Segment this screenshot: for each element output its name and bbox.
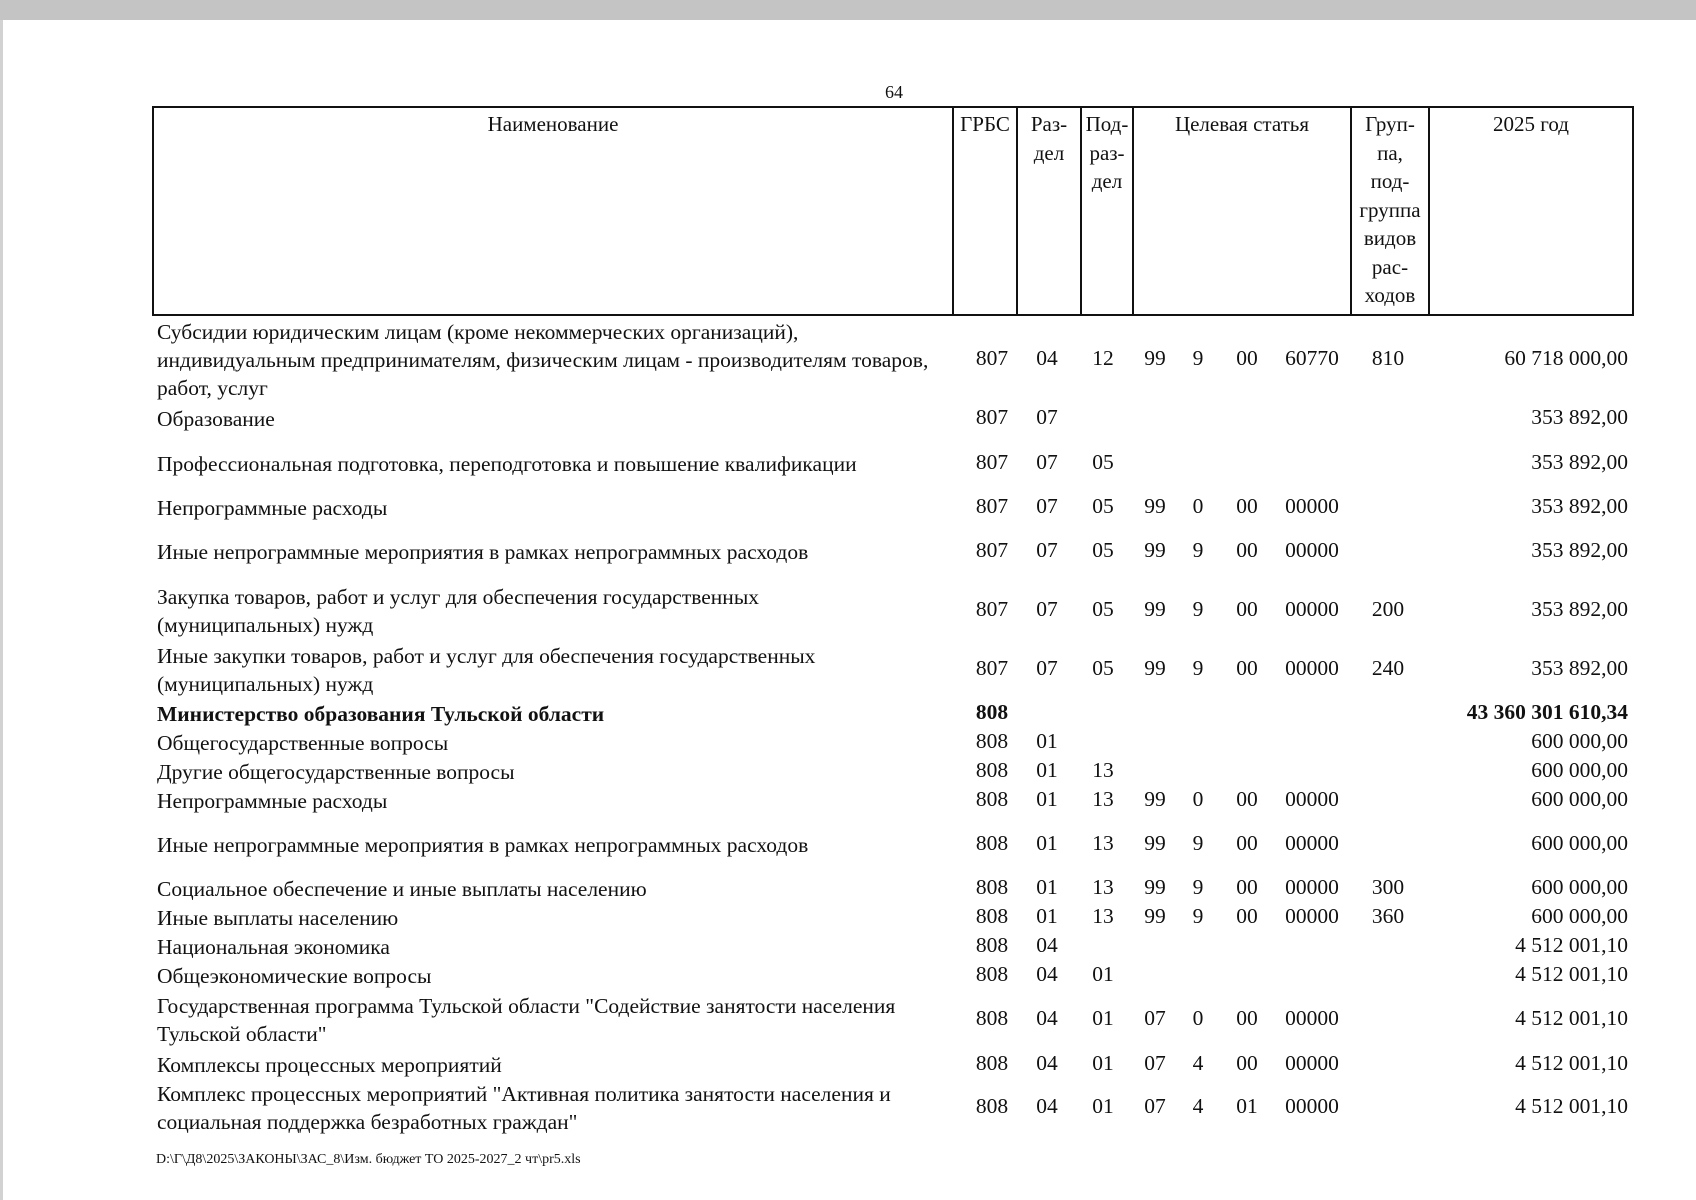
- header-podrazdel: Под- раз- дел: [1081, 107, 1133, 315]
- row-cs-type: 9: [1192, 904, 1204, 928]
- row-cs-main: 00: [1236, 494, 1258, 518]
- row-razdel: 01: [1036, 729, 1058, 753]
- row-vr: 360: [1371, 904, 1405, 928]
- row-cs-type: 0: [1192, 1006, 1204, 1030]
- row-razdel: 07: [1036, 656, 1058, 680]
- row-cs-direction: 00000: [1285, 831, 1339, 855]
- row-podrazdel: 13: [1092, 831, 1114, 855]
- row-amount: 4 512 001,10: [1515, 1051, 1628, 1075]
- row-cs-type: 4: [1192, 1094, 1204, 1118]
- row-cs-type: 9: [1192, 875, 1204, 899]
- row-razdel: 01: [1036, 787, 1058, 811]
- row-cs-direction: 00000: [1285, 1094, 1339, 1118]
- row-amount: 600 000,00: [1531, 831, 1628, 855]
- row-cs-program: 99: [1144, 831, 1166, 855]
- row-grbs: 808: [975, 700, 1009, 724]
- row-cs-direction: 00000: [1285, 597, 1339, 621]
- row-cs-main: 00: [1236, 597, 1258, 621]
- row-podrazdel: 01: [1092, 962, 1114, 986]
- row-grbs: 807: [975, 405, 1009, 429]
- row-grbs: 808: [975, 758, 1009, 782]
- row-podrazdel: 13: [1092, 787, 1114, 811]
- row-amount: 353 892,00: [1531, 405, 1628, 429]
- row-name: Комплексы процессных мероприятий: [157, 1053, 502, 1077]
- row-cs-main: 00: [1236, 656, 1258, 680]
- row-razdel: 01: [1036, 875, 1058, 899]
- row-cs-type: 0: [1192, 787, 1204, 811]
- row-name: Общегосударственные вопросы: [157, 731, 449, 755]
- row-amount: 600 000,00: [1531, 787, 1628, 811]
- row-grbs: 808: [975, 904, 1009, 928]
- row-name: Социальное обеспечение и иные выплаты населению: [157, 877, 647, 901]
- row-cs-type: 0: [1192, 494, 1204, 518]
- row-name: Иные непрограммные мероприятия в рамках непрограммных расходов: [157, 833, 809, 857]
- row-vr: 240: [1371, 656, 1405, 680]
- row-cs-main: 00: [1236, 787, 1258, 811]
- row-razdel: 04: [1036, 933, 1058, 957]
- file-path-footer: D:\Г\Д8\2025\ЗАКОНЫ\ЗАС_8\Изм. бюджет ТО 2025-2027_2 чт\pr5.xls: [156, 1152, 581, 1167]
- header-year: 2025 год: [1429, 107, 1633, 315]
- row-cs-type: 9: [1192, 597, 1204, 621]
- row-amount: 353 892,00: [1531, 450, 1628, 474]
- row-razdel: 04: [1036, 1051, 1058, 1075]
- row-amount: 4 512 001,10: [1515, 1006, 1628, 1030]
- row-cs-direction: 00000: [1285, 538, 1339, 562]
- row-podrazdel: 01: [1092, 1094, 1114, 1118]
- row-podrazdel: 13: [1092, 875, 1114, 899]
- row-cs-direction: 00000: [1285, 904, 1339, 928]
- row-cs-program: 99: [1144, 597, 1166, 621]
- row-amount: 353 892,00: [1531, 538, 1628, 562]
- row-name: Профессиональная подготовка, переподготовка и повышение квалификации: [157, 452, 857, 476]
- row-cs-program: 07: [1144, 1051, 1166, 1075]
- row-amount: 600 000,00: [1531, 875, 1628, 899]
- row-amount: 353 892,00: [1531, 597, 1628, 621]
- row-cs-program: 07: [1144, 1006, 1166, 1030]
- header-razdel: Раз- дел: [1017, 107, 1081, 315]
- row-cs-main: 00: [1236, 346, 1258, 370]
- row-name: Иные закупки товаров, работ и услуг для обеспечения государственных (муниципальных) нужд: [157, 644, 816, 696]
- row-grbs: 808: [975, 831, 1009, 855]
- row-razdel: 04: [1036, 346, 1058, 370]
- row-name: Общеэкономические вопросы: [157, 964, 432, 988]
- row-podrazdel: 01: [1092, 1051, 1114, 1075]
- row-name: Комплекс процессных мероприятий "Активная политика занятости населения и социальная поддержка безработных граждан": [157, 1082, 891, 1134]
- row-grbs: 807: [975, 656, 1009, 680]
- row-cs-main: 00: [1236, 904, 1258, 928]
- row-vr: 300: [1371, 875, 1405, 899]
- row-amount: 4 512 001,10: [1515, 933, 1628, 957]
- row-razdel: 01: [1036, 904, 1058, 928]
- page-number: 64: [885, 82, 903, 102]
- row-cs-direction: 00000: [1285, 787, 1339, 811]
- header-grbs: ГРБС: [953, 107, 1017, 315]
- row-name: Национальная экономика: [157, 935, 390, 959]
- row-razdel: 04: [1036, 1006, 1058, 1030]
- row-grbs: 807: [975, 450, 1009, 474]
- header-name: Наименование: [153, 107, 953, 315]
- row-razdel: 04: [1036, 1094, 1058, 1118]
- row-cs-direction: 00000: [1285, 875, 1339, 899]
- row-amount: 353 892,00: [1531, 656, 1628, 680]
- row-cs-direction: 00000: [1285, 1006, 1339, 1030]
- row-grbs: 808: [975, 933, 1009, 957]
- row-name: Государственная программа Тульской области "Содействие занятости населения Тульской области": [157, 994, 896, 1046]
- row-grbs: 807: [975, 346, 1009, 370]
- row-razdel: 07: [1036, 597, 1058, 621]
- row-cs-program: 07: [1144, 1094, 1166, 1118]
- row-cs-type: 9: [1192, 656, 1204, 680]
- row-podrazdel: 05: [1092, 656, 1114, 680]
- row-podrazdel: 13: [1092, 758, 1114, 782]
- row-name: Непрограммные расходы: [157, 496, 388, 520]
- row-podrazdel: 13: [1092, 904, 1114, 928]
- row-cs-program: 99: [1144, 494, 1166, 518]
- row-cs-main: 01: [1236, 1094, 1258, 1118]
- row-grbs: 807: [975, 538, 1009, 562]
- row-name: Иные выплаты населению: [157, 906, 399, 930]
- row-cs-program: 99: [1144, 787, 1166, 811]
- row-name: Закупка товаров, работ и услуг для обеспечения государственных (муниципальных) нужд: [157, 585, 760, 637]
- row-vr: 200: [1371, 597, 1405, 621]
- row-razdel: 01: [1036, 831, 1058, 855]
- row-cs-type: 4: [1192, 1051, 1204, 1075]
- row-amount: 43 360 301 610,34: [1466, 700, 1628, 724]
- row-grbs: 808: [975, 1094, 1009, 1118]
- row-grbs: 807: [975, 494, 1009, 518]
- row-cs-main: 00: [1236, 538, 1258, 562]
- row-grbs: 808: [975, 875, 1009, 899]
- row-amount: 600 000,00: [1531, 758, 1628, 782]
- row-cs-program: 99: [1144, 656, 1166, 680]
- row-cs-type: 9: [1192, 831, 1204, 855]
- row-cs-type: 9: [1192, 538, 1204, 562]
- row-podrazdel: 05: [1092, 538, 1114, 562]
- row-cs-direction: 00000: [1285, 1051, 1339, 1075]
- row-razdel: 04: [1036, 962, 1058, 986]
- row-amount: 600 000,00: [1531, 904, 1628, 928]
- row-podrazdel: 01: [1092, 1006, 1114, 1030]
- row-cs-main: 00: [1236, 875, 1258, 899]
- row-grbs: 808: [975, 962, 1009, 986]
- row-name: Другие общегосударственные вопросы: [157, 760, 515, 784]
- row-vr: 810: [1371, 346, 1405, 370]
- row-name: Иные непрограммные мероприятия в рамках непрограммных расходов: [157, 540, 809, 564]
- header-gruppa: Груп- па, под- группа видов рас- ходов: [1351, 107, 1429, 315]
- row-cs-type: 9: [1192, 346, 1204, 370]
- row-cs-program: 99: [1144, 875, 1166, 899]
- row-amount: 4 512 001,10: [1515, 1094, 1628, 1118]
- row-cs-direction: 00000: [1285, 494, 1339, 518]
- row-name: Образование: [157, 407, 275, 431]
- row-podrazdel: 12: [1092, 346, 1114, 370]
- row-razdel: 01: [1036, 758, 1058, 782]
- row-grbs: 807: [975, 597, 1009, 621]
- row-cs-main: 00: [1236, 1051, 1258, 1075]
- row-razdel: 07: [1036, 538, 1058, 562]
- row-razdel: 07: [1036, 405, 1058, 429]
- header-celevaya: Целевая статья: [1133, 107, 1351, 315]
- row-razdel: 07: [1036, 494, 1058, 518]
- row-grbs: 808: [975, 1051, 1009, 1075]
- row-podrazdel: 05: [1092, 450, 1114, 474]
- row-grbs: 808: [975, 787, 1009, 811]
- row-amount: 4 512 001,10: [1515, 962, 1628, 986]
- row-cs-main: 00: [1236, 1006, 1258, 1030]
- row-cs-direction: 00000: [1285, 656, 1339, 680]
- row-name: Непрограммные расходы: [157, 789, 388, 813]
- row-podrazdel: 05: [1092, 597, 1114, 621]
- row-grbs: 808: [975, 729, 1009, 753]
- row-name: Министерство образования Тульской области: [157, 702, 605, 726]
- row-podrazdel: 05: [1092, 494, 1114, 518]
- row-amount: 600 000,00: [1531, 729, 1628, 753]
- row-cs-direction: 60770: [1285, 346, 1339, 370]
- row-grbs: 808: [975, 1006, 1009, 1030]
- row-name: Субсидии юридическим лицам (кроме некоммерческих организаций), индивидуальным предпринимателям, физическим лицам - производителям товаров, работ, услуг: [157, 320, 929, 400]
- row-cs-program: 99: [1144, 904, 1166, 928]
- row-razdel: 07: [1036, 450, 1058, 474]
- row-cs-main: 00: [1236, 831, 1258, 855]
- row-amount: 60 718 000,00: [1504, 346, 1628, 370]
- row-cs-program: 99: [1144, 538, 1166, 562]
- row-cs-program: 99: [1144, 346, 1166, 370]
- row-amount: 353 892,00: [1531, 494, 1628, 518]
